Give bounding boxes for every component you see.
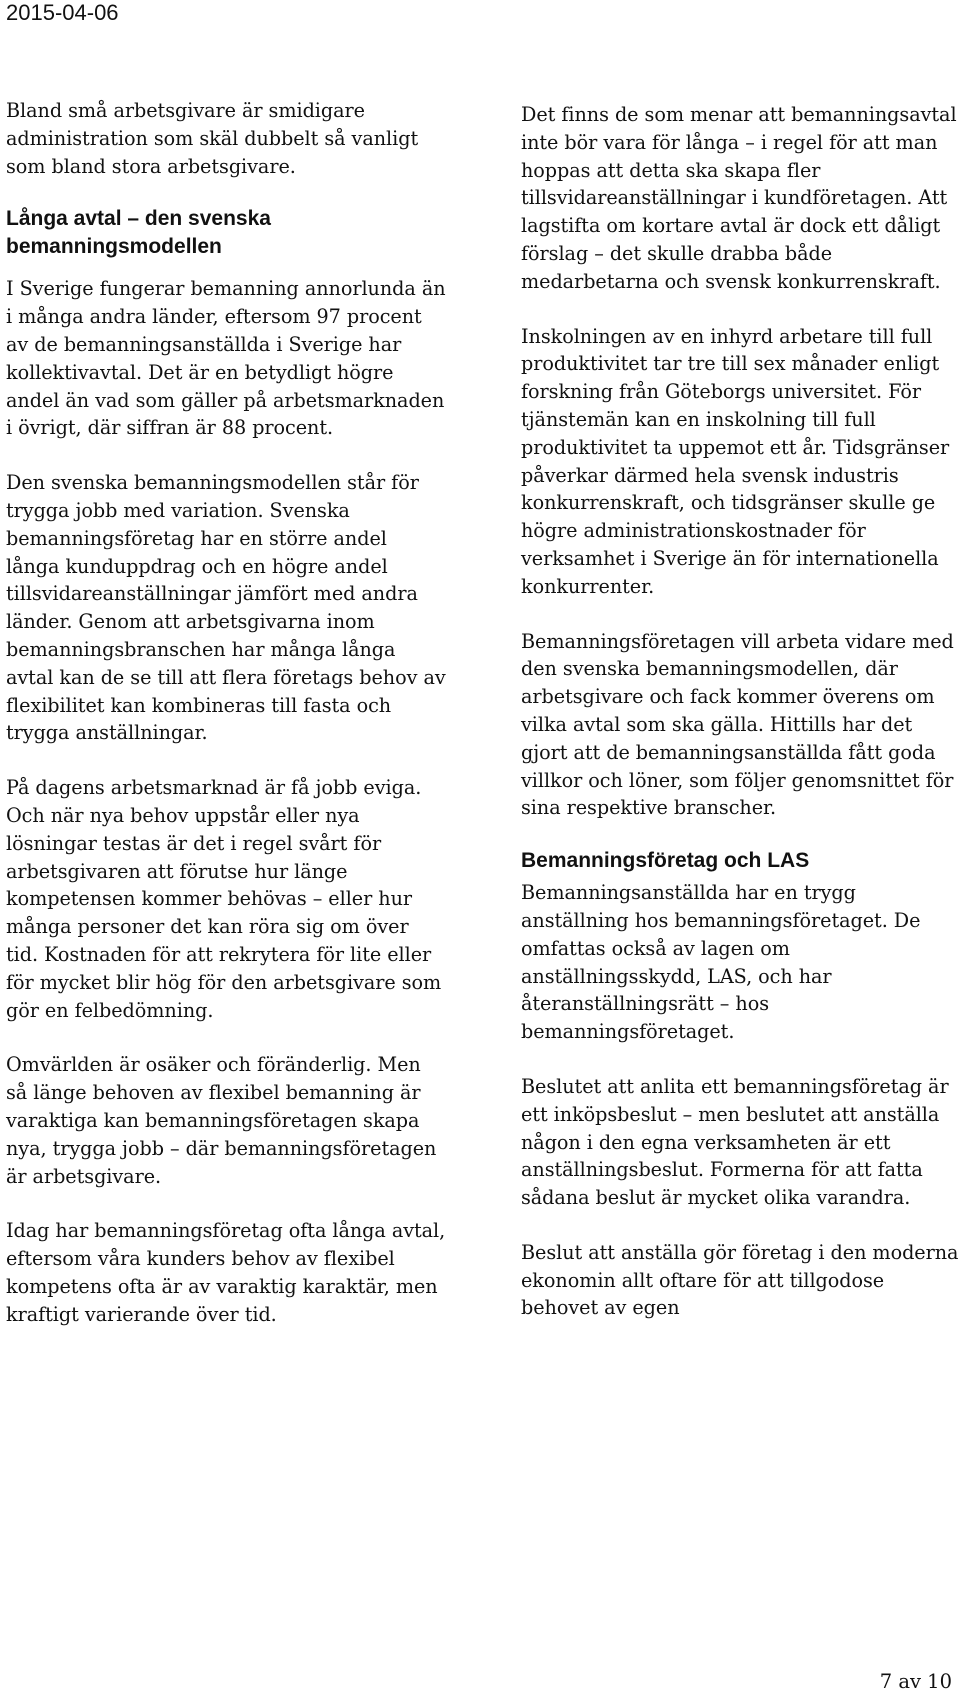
paragraph: Bemanningsanställda har en trygg anställning hos bemanningsföretaget. De omfattas också av lagen om anställningsskydd, LAS, och har återanställningsrätt – hos bemanningsföretaget. — [521, 881, 921, 1044]
paragraph: Bemanningsföretagen vill arbeta vidare med den svenska bemanningsmodellen, där arbetsgivare och fack kommer överens om vilka avtal som ska gälla. Hittills har det gjort att de bemanningsanställda fått goda villkor och löner, som följer genomsnittet för sina respektive branscher. — [521, 629, 954, 820]
paragraph: Beslutet att anlita ett bemanningsföretag är ett inköpsbeslut – men beslutet att anställa någon i den egna verksamheten är ett anställningsbeslut. Formerna för att fatta sådana beslut är mycket olika varandra. — [521, 1074, 949, 1210]
paragraph: Bland små arbetsgivare är smidigare administration som skäl dubbelt så vanligt som bland stora arbetsgivare. — [6, 99, 419, 178]
paragraph: I Sverige fungerar bemanning annorlunda än i många andra länder, eftersom 97 procent av de bemanningsanställda i Sverige har kollektivavtal. Det är en betydligt högre andel än vad som gäller på arbetsmarknaden i övrigt, där siffran är 88 procent. — [6, 277, 446, 440]
paragraph: Inskolningen av en inhyrd arbetare till full produktivitet tar tre till sex månader enligt forskning från Göteborgs universitet. För tjänstemän kan en inskolning till full produktivitet ta uppemot ett år. Tidsgränser påverkar därmed hela svensk industris konkurrenskraft, och tidsgränser skulle ge högre administrationskostnader för verksamhet i Sverige än för internationella konkurrenter. — [521, 324, 950, 598]
page-number: 7 av 10 — [879, 1670, 952, 1693]
paragraph: Omvärlden är osäker och föränderlig. Men så länge behoven av flexibel bemanning är varaktiga kan bemanningsföretagen skapa nya, trygga jobb – där bemanningsföretagen är arbetsgivare. — [6, 1053, 437, 1188]
paragraph: Idag har bemanningsföretag ofta långa avtal, eftersom våra kunders behov av flexibel kompetens ofta är av varaktig karaktär, men kraftigt varierande över tid. — [6, 1219, 446, 1326]
left-column — [6, 97, 446, 1355]
page-date: 2015-04-06 — [6, 0, 119, 25]
section-heading: Långa avtal – den svenska bemanningsmodellen — [6, 207, 271, 259]
paragraph: Det finns de som menar att bemanningsavtal inte bör vara för långa – i regel för att man hoppas att detta ska skapa fler tillsvidareanställningar i kundföretagen. Att lagstifta om kortare avtal är dock ett dåligt förslag – det skulle drabba både medarbetarna och svensk konkurrenskraft. — [521, 103, 957, 293]
section-heading: Bemanningsföretag och LAS — [521, 849, 810, 873]
paragraph: Beslut att anställa gör företag i den moderna ekonomin allt oftare för att tillgodose behovet av egen — [521, 1240, 959, 1320]
paragraph: På dagens arbetsmarknad är få jobb eviga. Och när nya behov uppstår eller nya lösningar testas är det i regel svårt för arbetsgivaren att förutse hur länge kompetensen kommer behövas – eller hur många personer det kan röra sig om över tid. Kostnaden för att rekrytera för lite eller för mycket blir hög för den arbetsgivare som gör en felbedömning. — [6, 776, 442, 1022]
paragraph: Den svenska bemanningsmodellen står för trygga jobb med variation. Svenska bemanningsföretag har en större andel långa kunduppdrag och en högre andel tillsvidareanställningar jämfört med andra länder. Genom att arbetsgivarna inom bemanningsbranschen har många långa avtal kan de se till att flera företags behov av flexibilitet kan kombineras till fasta och trygga anställningar. — [6, 471, 446, 745]
right-column — [521, 101, 959, 1349]
